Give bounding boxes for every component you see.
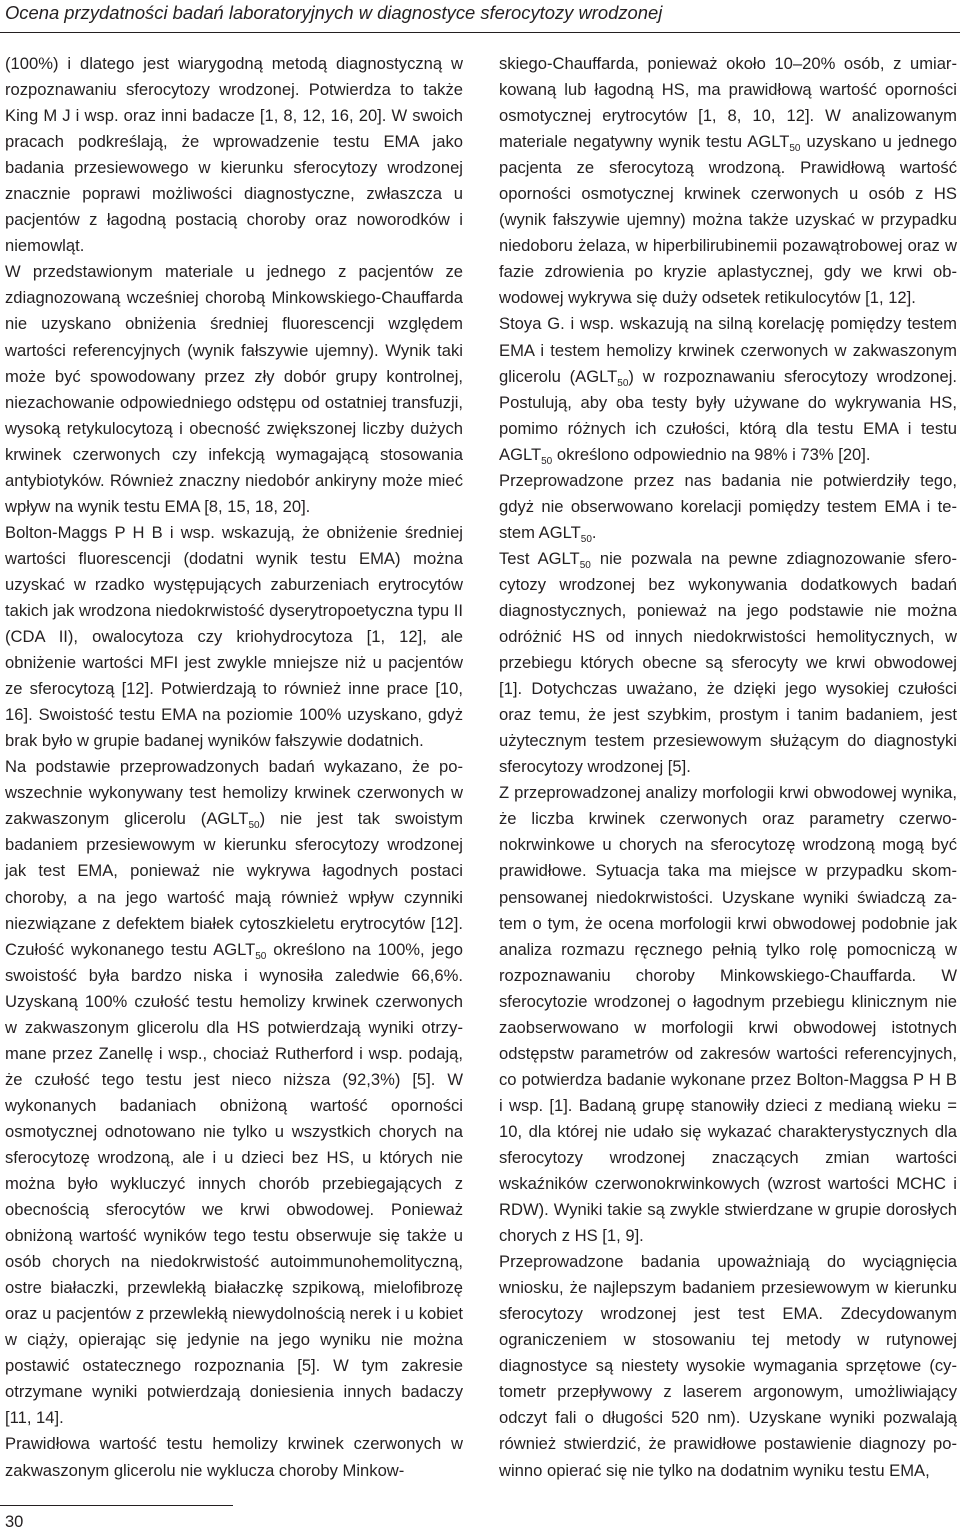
paragraph: Przeprowadzone badania upoważniają do wyciągnięcia wniosku, że najlepszym badaniem przesiewowym w kierunku sferocytozy wrodzonej jest test EMA. Zdecydowanym ograniczeniem w stosowaniu tej metody w rutynowej diagnostyce są niestety wysokie wymagania sprzętowe (cytometr przepływowy z laserem argonowym, umożliwiający odczyt fali o długości 520 nm). Uzyskane wyniki pozwalają również stwierdzić, że prawidłowe postawienie diagnozy powinno opierać się nie tylko na dodatnim wyniku testu EMA,	[499, 1252, 957, 1480]
paragraph: Z przeprowadzonej analizy morfologii krwi obwodowej wynika, że liczba krwinek czerwonych oraz parametry czerwonokrwinkowe u chorych na sferocytozę wrodzoną mogą być prawidłowe. Sytuacja taka ma miejsce w przypadku skompensowanej niedokrwistości. Uzyskane wyniki świadczą zatem o tym, że ocena morfologii krwi obwodowej podobnie jak analiza rozmazu ręcznego pełnią tylko rolę pomocniczą w rozpoznawaniu choroby Minkowskiego-Chauffarda. W sferocytozie wrodzonej o łagodnym przebiegu klinicznym nie zaobserwowano w morfologii krwi obwodowej istotnych odstępstw parametrów od zakresów wartości referencyjnych, co potwierdza badanie wykonane przez Bolton-Maggsa P H B i wsp. [1]. Badaną grupę stanowiły dzieci z medianą wieku = 10, dla której nie udało się wykazać charakterystycznych dla sferocytozy wrodzonej znaczących zmian wartości wskaźników czerwonokrwinkowych (wzrost wartości MCHC i RDW). Wyniki takie są zwykle stwierdzane w grupie dorosłych chorych z HS [1, 9].	[499, 783, 957, 1246]
right-column	[499, 51, 957, 1484]
header-divider	[0, 32, 960, 33]
paragraph: Prawidłowa wartość testu hemolizy krwinek czerwonych w zakwaszonym glicerolu nie wyklucza choroby Minkow-	[5, 1434, 463, 1480]
page-number: 30	[5, 1513, 24, 1531]
paragraph: Bolton-Maggs P H B i wsp. wskazują, że obniżenie średniej wartości fluorescencji (dodatni wynik testu EMA) można uzyskać w rzadko występujących zaburzeniach erytrocytów takich jak wrodzona niedokrwistość dyserytropoetyczna typu II (CDA II), owalocytoza czy kriohydrocytoza [1, 12], ale obniżenie wartości MFI jest zwykle mniejsze niż u pacjentów ze sferocytozą [12]. Potwierdzają to również inne prace [10, 16]. Swoistość testu EMA na poziomie 100% uzyskano, gdyż brak było w grupie badanej wyników fałszywie dodatnich.	[5, 522, 463, 751]
paragraph: W przedstawionym materiale u jednego z pacjentów ze zdiagnozowaną wcześniej chorobą Minkowskiego-Chauffarda nie uzyskano obniżenia średniej fluorescencji względem wartości referencyjnych (wynik fałszywie ujemny). Wynik taki może być spowodowany przez zły dobór grupy kontrolnej, niezachowanie odpowiedniego odstępu od ostatniej transfuzji, wysoką retykulocytozą i obecność zwiększonej liczby dużych krwinek czerwonych czy infekcją wymagającą stosowania antybiotyków. Również znaczny niedobór ankiryny może mieć wpływ na wynik testu EMA [8, 15, 18, 20].	[5, 262, 463, 516]
left-column	[5, 51, 463, 1484]
paragraph: Stoya G. i wsp. wskazują na silną korelację pomiędzy testem EMA i testem hemolizy krwinek czerwonych w zakwaszonym glicerolu $(AGLT_{50})$ w rozpoznawaniu sferocytozy wrodzonej. Postulują, aby oba testy były używane do wykrywania HS, pomimo różnych ich czułości, którą dla testu EMA i testu $AGLT_{50}$ określono odpowiednio na 98% i 73% [20].	[499, 314, 957, 467]
paragraph: Test $AGLT_{50}$ nie pozwala na pewne zdiagnozowanie sferocytozy wrodzonej bez wykonywania dodatkowych badań diagnostycznych, ponieważ na jego podstawie nie można odróżnić HS od innych niedokrwistości hemolitycznych, w przebiegu których obecne są sferocyty we krwi obwodowej [1]. Dotychczas uważano, że dzięki jego wysokiej czułości oraz temu, że jest szybkim, prostym i tanim badaniem, jest użytecznym testem przesiewowym służącym do diagnostyki sferocytozy wrodzonej [5].	[499, 548, 957, 777]
paragraph: Na podstawie przeprowadzonych badań wykazano, że powszechnie wykonywany test hemolizy krwinek czerwonych w zakwaszonym glicerolu $(AGLT_{50})$ nie jest tak swoistym badaniem przesiewowym w kierunku sferocytozy wrodzonej jak test EMA, ponieważ nie wykrywa łagodnych postaci choroby, a na jego wartość mają również wpływ czynniki niezwiązane z defektem białek cytoszkieletu erytrocytów [12]. Czułość wykonanego testu $AGLT_{50}$ określono na 100%, jego swoistość była bardzo niska i wynosiła zaledwie 66,6%. Uzyskaną 100% czułość testu hemolizy krwinek czerwonych w zakwaszonym glicerolu dla HS potwierdzają wyniki otrzymane przez Zanellę i wsp., chociaż Rutherford i wsp. podają, że czułość tego testu jest nieco niższa (92,3%) [5]. W wykonanych badaniach obniżoną wartość oporności osmotycznej odnotowano nie tylko u wszystkich chorych na sferocytozę wrodzoną, ale i u dzieci bez HS, u których nie można było wykluczyć innych chorób przebiegających z obecnością sferocytów we krwi obwodowej. Ponieważ obniżoną wartość wyników tego testu obserwuje się także u osób chorych na niedokrwistość autoimmunohemolityczną, ostre białaczki, przewlekłą białaczkę szpikową, mielofibrozę oraz u pacjentów z przewlekłą niewydolnością nerek i u kobiet w ciąży, opierając się jedynie na jego wyniku nie można postawić ostatecznego rozpoznania [5]. W tym zakresie otrzymane wyniki potwierdzają doniesienia innych badaczy [11, 14].	[5, 757, 463, 1428]
footer-divider	[0, 1505, 233, 1506]
paragraph: Przeprowadzone przez nas badania nie potwierdziły tego, gdyż nie obserwowano korelacji pomiędzy testem EMA i testem $AGLT_{50}$.	[499, 470, 957, 545]
running-title: Ocena przydatności badań laboratoryjnych w diagnostyce sferocytozy wrodzonej	[5, 2, 663, 23]
paragraph: skiego-Chauffarda, ponieważ około 10–20% osób, z umiarkowaną lub łagodną HS, ma prawidłową wartość oporności osmotycznej erytrocytów [1, 8, 10, 12]. W analizowanym materiale negatywny wynik testu $AGLT_{50}$ uzyskano u jednego pacjenta ze sferocytozą wrodzoną. Prawidłową wartość oporności osmotycznej krwinek czerwonych u osób z HS (wynik fałszywie ujemny) można także uzyskać w przypadku niedoboru żelaza, w hiperbilirubinemii pozawątrobowej oraz w fazie zdrowienia po kryzie aplastycznej, gdy we krwi obwodowej wykrywa się duży odsetek retikulocytów [1, 12].	[499, 54, 957, 308]
paragraph: (100%) i dlatego jest wiarygodną metodą diagnostyczną w rozpoznawaniu sferocytozy wrodzonej. Potwierdza to także King M J i wsp. oraz inni badacze [1, 8, 12, 16, 20]. W swoich pracach podkreślają, że wprowadzenie testu EMA jako badania przesiewowego w kierunku sferocytozy wrodzonej znacznie poprawi możliwości diagnostyczne, zwłaszcza u pacjentów z łagodną postacią choroby oraz noworodków i niemowląt.	[5, 54, 463, 256]
